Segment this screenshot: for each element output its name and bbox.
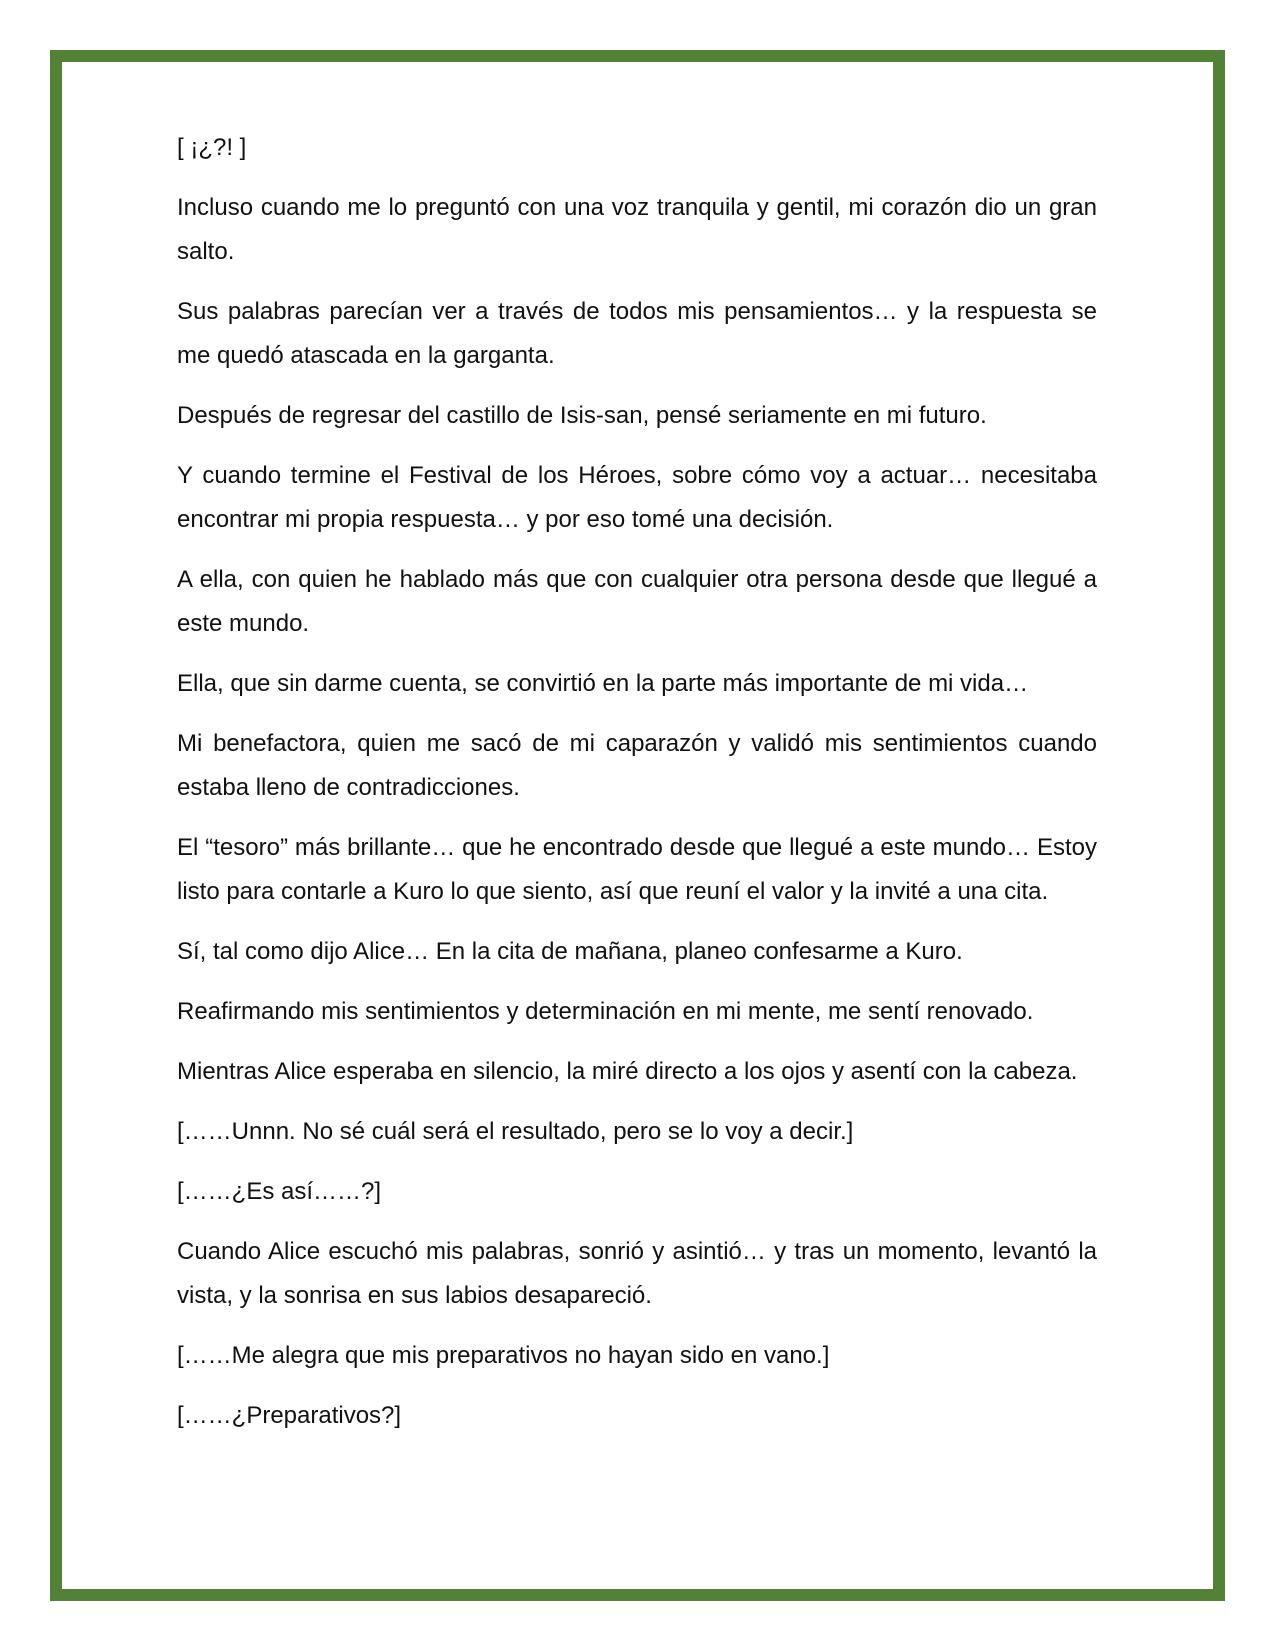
paragraph: Y cuando termine el Festival de los Héroes, sobre cómo voy a actuar… necesitaba encontrar mi propia respuesta… y por eso tomé una decisión. [177,462,1097,533]
paragraph: Ella, que sin darme cuenta, se convirtió en la parte más importante de mi vida… [177,670,1029,697]
paragraph-dialogue: [ ¡¿?! ] [177,134,247,161]
paragraph-dialogue: [……Me alegra que mis preparativos no hayan sido en vano.] [177,1342,830,1369]
paragraph: El “tesoro” más brillante… que he encontrado desde que llegué a este mundo… Estoy listo para contarle a Kuro lo que siento, así que reuní el valor y la invité a una cita. [177,834,1097,905]
paragraph: Cuando Alice escuchó mis palabras, sonrió y asintió… y tras un momento, levantó la vista, y la sonrisa en sus labios desapareció. [177,1238,1097,1309]
paragraph: Sí, tal como dijo Alice… En la cita de mañana, planeo confesarme a Kuro. [177,938,963,965]
paragraph: Sus palabras parecían ver a través de todos mis pensamientos… y la respuesta se me quedó atascada en la garganta. [177,298,1097,369]
paragraph: A ella, con quien he hablado más que con cualquier otra persona desde que llegué a este mundo. [177,566,1097,637]
document-body [177,126,1097,1454]
paragraph-dialogue: [……Unnn. No sé cuál será el resultado, pero se lo voy a decir.] [177,1118,854,1145]
paragraph: Después de regresar del castillo de Isis-san, pensé seriamente en mi futuro. [177,402,987,429]
paragraph-dialogue: [……¿Es así……?] [177,1178,382,1205]
paragraph: Reafirmando mis sentimientos y determinación en mi mente, me sentí renovado. [177,998,1034,1025]
paragraph: Mientras Alice esperaba en silencio, la miré directo a los ojos y asentí con la cabeza. [177,1058,1078,1085]
paragraph-dialogue: [……¿Preparativos?] [177,1402,402,1429]
paragraph: Mi benefactora, quien me sacó de mi caparazón y validó mis sentimientos cuando estaba lleno de contradicciones. [177,730,1097,801]
paragraph: Incluso cuando me lo preguntó con una voz tranquila y gentil, mi corazón dio un gran salto. [177,194,1097,265]
